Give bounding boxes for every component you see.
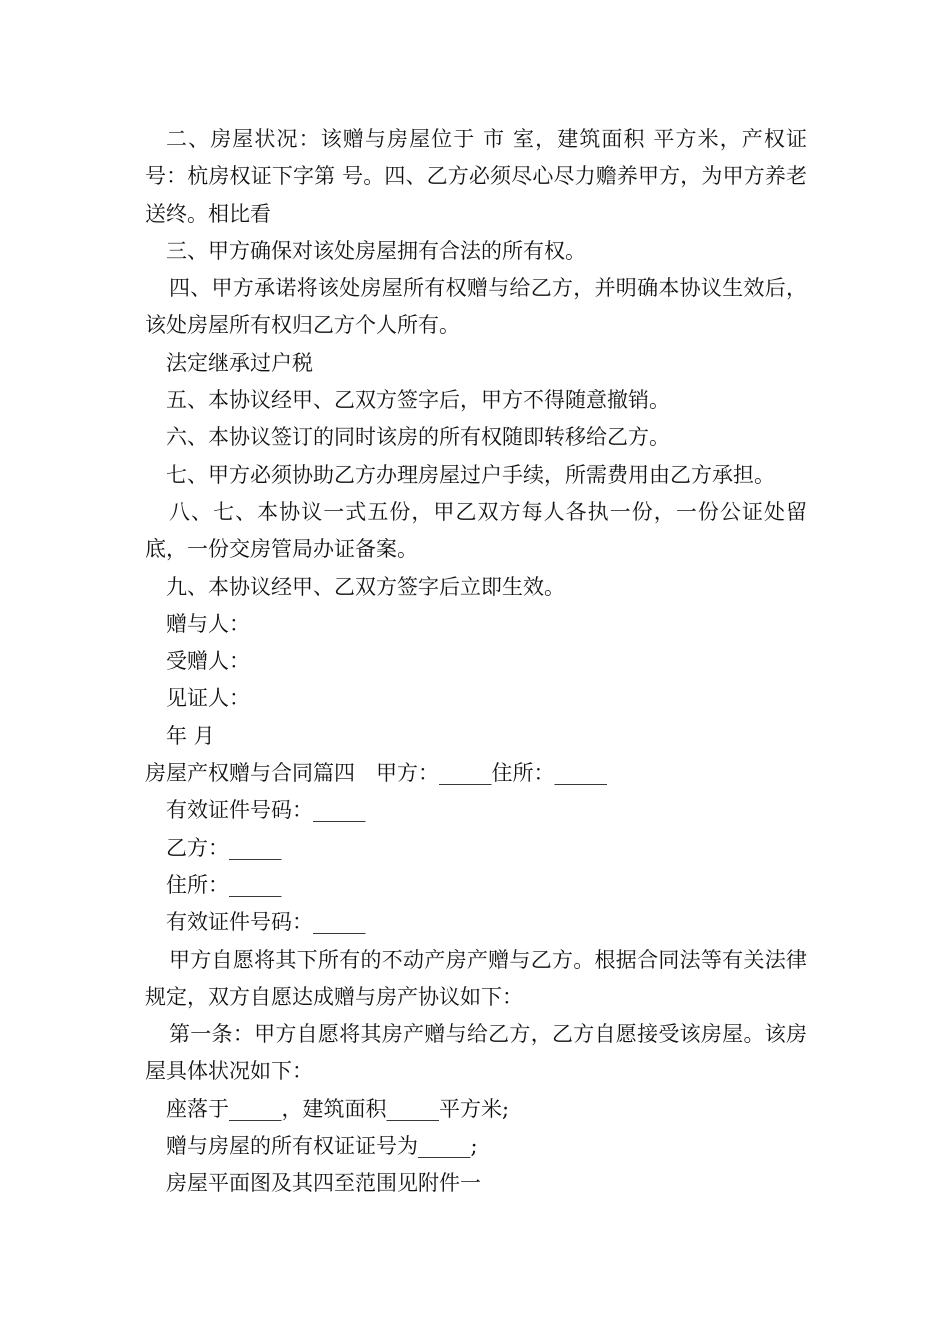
field-certificate-number: 赠与房屋的所有权证证号为_____;	[166, 1134, 478, 1159]
paragraph-copies: 八、七、本协议一式五份，甲乙双方每人各执一份，一份公证处留底，一份交房管局办证备案。	[145, 499, 807, 562]
field-location-area: 座落于_____，建筑面积_____平方米;	[166, 1096, 510, 1121]
field-party-b: 乙方：_____	[166, 835, 282, 860]
paragraph-floor-plan: 房屋平面图及其四至范围见附件一	[166, 1171, 481, 1196]
label-witness: 见证人：	[166, 686, 250, 711]
paragraph-voluntary-gift: 甲方自愿将其下所有的不动产房产赠与乙方。根据合同法等有关法律规定，双方自愿达成赠与房产协议如下：	[145, 947, 807, 1009]
field-party-b-address: 住所：_____	[166, 872, 282, 897]
field-party-a-id: 有效证件号码：_____	[166, 798, 366, 823]
paragraph-ownership-transfer-promise: 四、甲方承诺将该处房屋所有权赠与给乙方，并明确本协议生效后，该处房屋所有权归乙方个人所有。	[145, 276, 807, 338]
paragraph-inheritance-tax: 法定继承过户税	[166, 350, 313, 375]
label-recipient: 受赠人：	[166, 649, 250, 674]
label-donor: 赠与人：	[166, 611, 250, 636]
field-party-b-id: 有效证件号码：_____	[166, 910, 366, 935]
paragraph-transfer-procedures: 七、甲方必须协助乙方办理房屋过户手续，所需费用由乙方承担。	[166, 462, 775, 487]
paragraph-ownership-guarantee: 三、甲方确保对该处房屋拥有合法的所有权。	[166, 238, 586, 263]
paragraph-house-status: 二、房屋状况：该赠与房屋位于 市 室，建筑面积 平方米，产权证号：杭房权证下字第 号。四、乙方必须尽心尽力赡养甲方，为甲方养老送终。相比看	[145, 127, 807, 226]
section-title-contract-four: 房屋产权赠与合同篇四 甲方：_____住所：_____	[145, 761, 607, 786]
paragraph-effective: 九、本协议经甲、乙双方签字后立即生效。	[166, 574, 565, 599]
paragraph-no-revocation: 五、本协议经甲、乙双方签字后，甲方不得随意撤销。	[166, 388, 670, 413]
document-body	[145, 121, 807, 1203]
label-date: 年 月	[166, 723, 215, 748]
paragraph-ownership-moves: 六、本协议签订的同时该房的所有权随即转移给乙方。	[166, 425, 670, 450]
paragraph-article-one: 第一条：甲方自愿将其房产赠与给乙方，乙方自愿接受该房屋。该房屋具体状况如下：	[145, 1022, 807, 1084]
